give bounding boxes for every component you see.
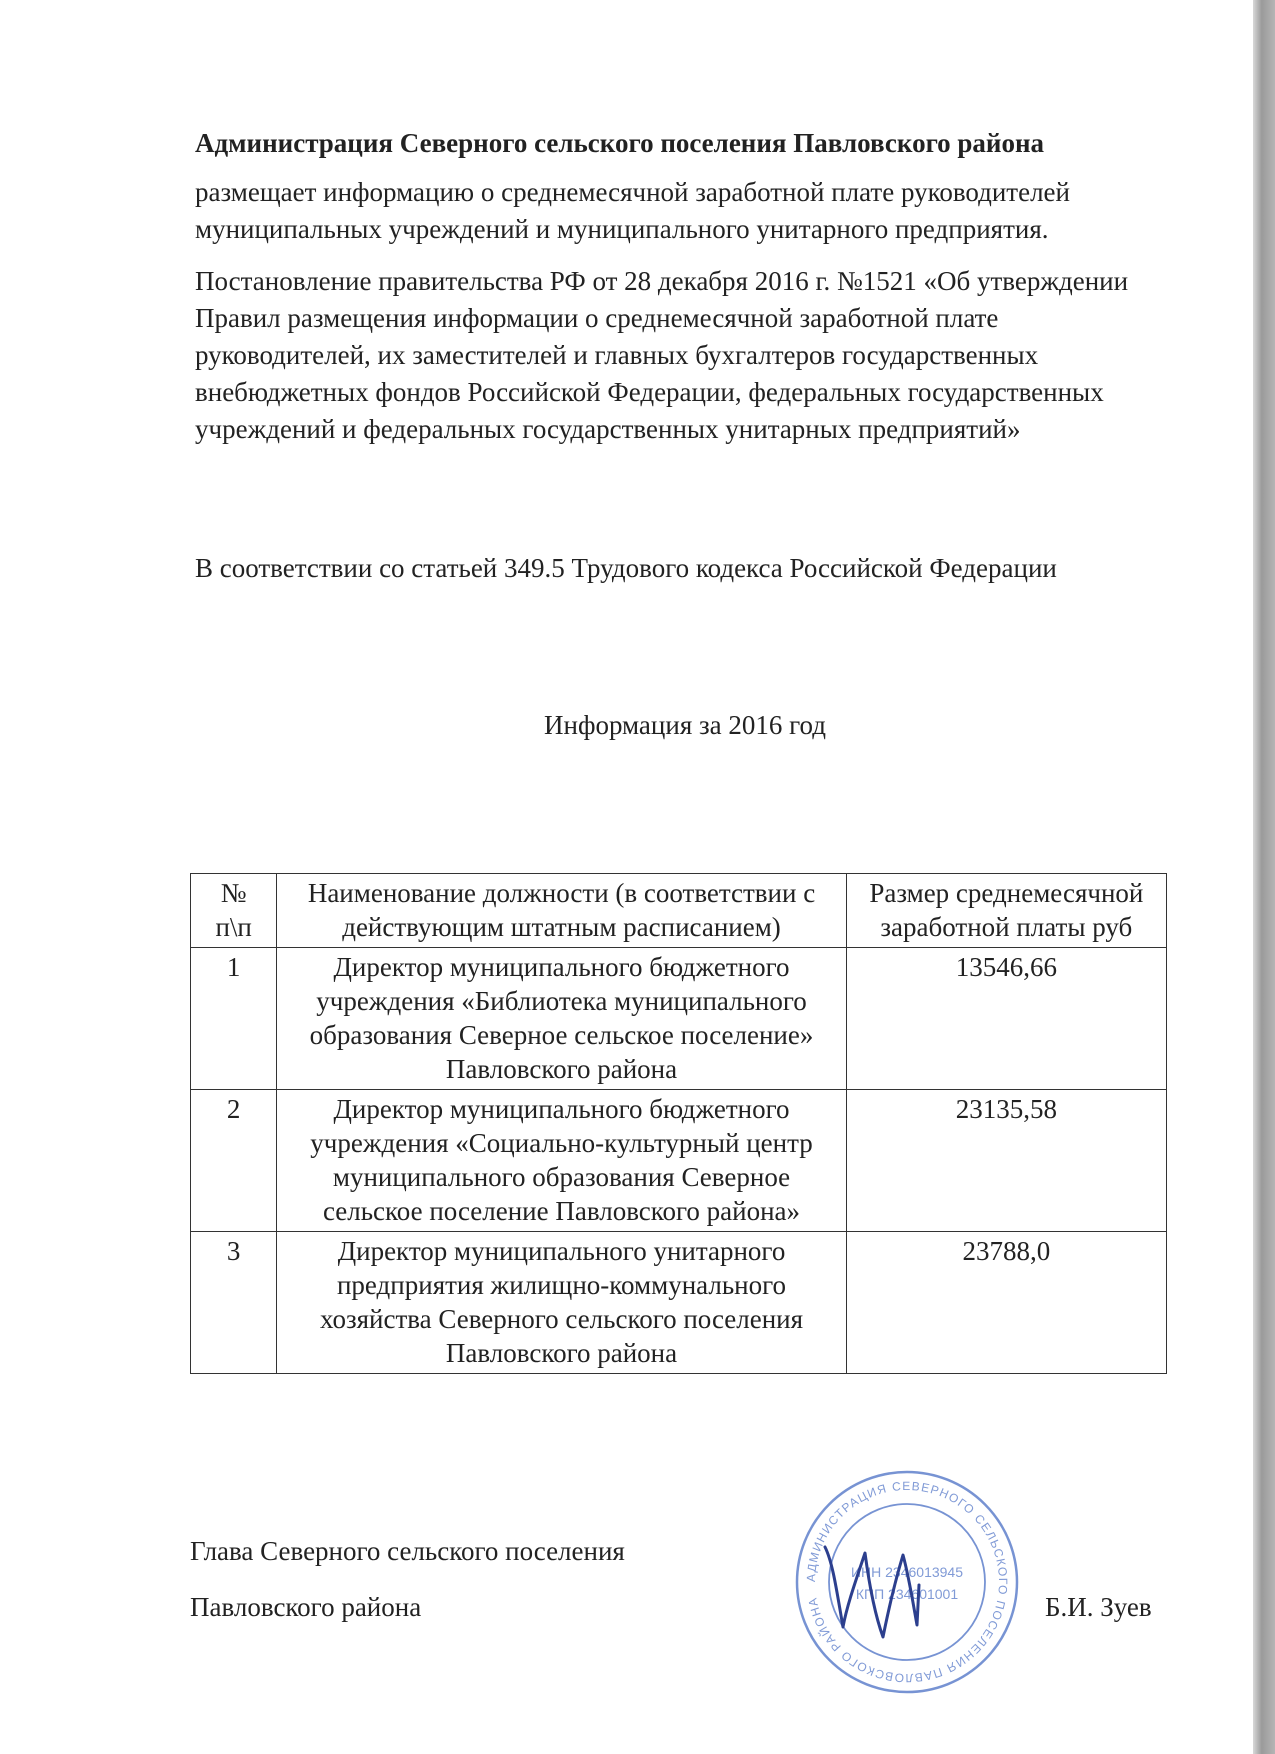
header-number-sign: № — [220, 878, 247, 908]
row-position: Директор муниципального бюджетного учреждения «Библиотека муниципального образования Северное сельское поселение» Павловского района — [277, 948, 846, 1090]
info-title: Информация за 2016 год — [544, 710, 826, 740]
signatory-name: Б.И. Зуев — [1045, 1592, 1152, 1622]
signatory-title-line1: Глава Северного сельского поселения — [190, 1536, 625, 1566]
document-heading: Администрация Северного сельского поселения Павловского района — [195, 128, 1045, 158]
header-position: Наименование должности (в соответствии с действующим штатным расписанием) — [277, 874, 846, 948]
signatory-title-line2: Павловского района — [190, 1592, 422, 1622]
row-salary: 13546,66 — [846, 948, 1166, 1090]
row-number: 1 — [191, 948, 277, 1090]
official-stamp — [785, 1465, 1030, 1700]
row-salary: 23135,58 — [846, 1090, 1166, 1232]
salary-table — [190, 873, 1167, 1374]
row-position: Директор муниципального бюджетного учреждения «Социально-культурный центр муниципального образования Северное сельское поселение Павловского района» — [277, 1090, 846, 1232]
scan-edge — [1253, 0, 1275, 1754]
decree-paragraph: Постановление правительства РФ от 28 декабря 2016 г. №1521 «Об утверждении Правил размещения информации о среднемесячной заработной плате руководителей, их заместителей и главных бухгалтеров государственных внебюджетных фондов Российской Федерации, федеральных государственных учреждений и федеральных государственных унитарных предприятий» — [195, 266, 1129, 444]
row-position: Директор муниципального унитарного предприятия жилищно-коммунального хозяйства Северного сельского поселения Павловского района — [277, 1232, 846, 1374]
article-reference: В соответствии со статьей 349.5 Трудового кодекса Российской Федерации — [195, 553, 1057, 583]
header-salary: Размер среднемесячной заработной платы руб — [846, 874, 1166, 948]
stamp-ring-text: АДМИНИСТРАЦИЯ СЕВЕРНОГО СЕЛЬСКОГО ПОСЕЛЕНИЯ ПАВЛОВСКОГО РАЙОНА — [803, 1478, 1011, 1686]
table-row — [191, 1232, 1167, 1374]
header-number-abbr: п\п — [215, 912, 252, 942]
table-row — [191, 1090, 1167, 1232]
row-number: 3 — [191, 1232, 277, 1374]
stamp-outer-ring — [797, 1472, 1017, 1692]
row-number: 2 — [191, 1090, 277, 1232]
stamp-inn: ИНН 2346013945 — [850, 1564, 964, 1580]
intro-paragraph: размещает информацию о среднемесячной заработной плате руководителей муниципальных учреждений и муниципального унитарного предприятия. — [195, 177, 1070, 244]
table-header-row — [191, 874, 1167, 948]
stamp-kpp: КПП 234601001 — [855, 1586, 959, 1602]
stamp-inner-ring — [829, 1504, 985, 1660]
header-number — [191, 874, 277, 948]
row-salary: 23788,0 — [846, 1232, 1166, 1374]
table-row — [191, 948, 1167, 1090]
